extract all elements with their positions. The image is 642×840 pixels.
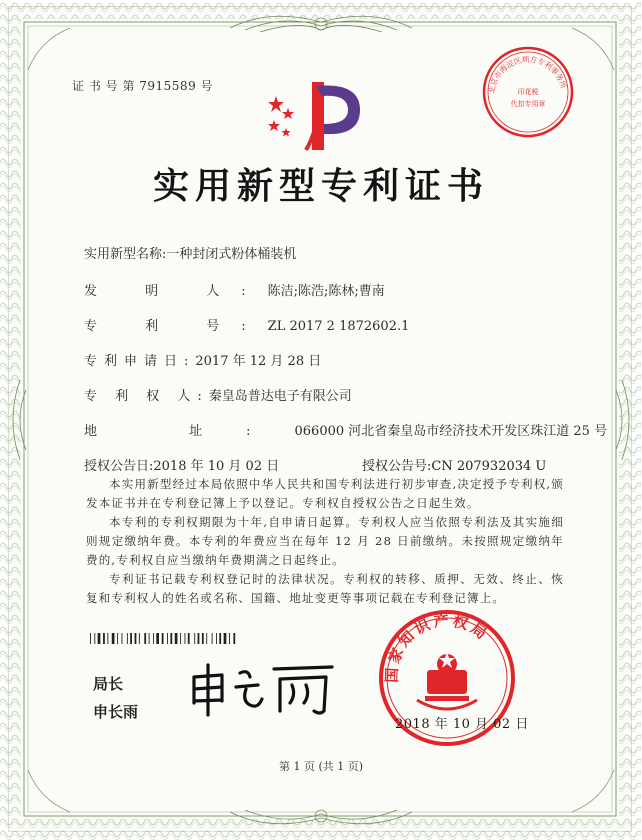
signer-title: 局长	[93, 675, 124, 693]
field-label: 实用新型名称:	[84, 247, 167, 262]
field-patent-number	[84, 315, 409, 334]
field-label: 专 利 权 人:	[84, 389, 209, 404]
field-label: 地 址:	[84, 424, 295, 439]
field-label: 专利申请日:	[84, 354, 196, 369]
field-value: 陈洁;陈浩;陈林;曹南	[267, 284, 385, 299]
body-paragraph-2: 本专利的专利权期限为十年,自申请日起算。专利权人应当依照专利法及其实施细则规定缴纳年费。本专利的年费应当在每年 12 月 28 日前缴纳。未按照规定缴纳年费的,专利权自应当缴纳年费期满之日起终止。	[86, 515, 564, 567]
field-patentee	[84, 385, 352, 404]
field-value: 066000 河北省秦皇岛市经济技术开发区珠江道 25 号	[294, 424, 608, 439]
field-label: 授权公告日:	[84, 459, 154, 474]
field-label: 授权公告号:	[362, 459, 432, 474]
seal-date: 2018 年 10 月 02 日	[395, 717, 529, 732]
stamp-arc-text: 北京市海淀区圳方专利事务所	[486, 54, 569, 95]
field-value: 一种封闭式粉体桶装机	[166, 247, 297, 262]
field-label: 发 明 人:	[84, 284, 268, 299]
svg-text:印花税: 印花税	[517, 88, 539, 96]
signer-block	[93, 670, 138, 726]
field-value: CN 207932034 U	[431, 459, 547, 474]
seal-arc-text: 国家知识产权局	[382, 611, 493, 684]
field-inventor	[84, 280, 385, 299]
field-address	[84, 420, 607, 439]
field-value: ZL 2017 2 1872602.1	[267, 319, 410, 334]
page-number: 第 1 页 (共 1 页)	[278, 760, 364, 773]
body-paragraph-3: 专利证书记载专利权登记时的法律状况。专利权的转移、质押、无效、终止、恢复和专利权人的姓名或名称、国籍、地址变更等事项记载在专利登记簿上。	[86, 572, 564, 605]
field-value: 秦皇岛普达电子有限公司	[208, 389, 352, 404]
certificate-number: 证 书 号 第 7915589 号	[72, 79, 214, 93]
field-label: 专 利 号:	[84, 319, 268, 334]
cnipa-logo	[262, 76, 372, 156]
field-utility-name	[84, 243, 296, 262]
barcode	[90, 633, 300, 644]
field-filing-date	[84, 350, 321, 369]
field-grant-number	[362, 455, 546, 474]
document-title: 实用新型专利证书	[152, 166, 489, 207]
certificate-body	[86, 475, 564, 608]
field-value: 2018 年 10 月 02 日	[153, 459, 280, 474]
field-grant-date	[84, 455, 279, 474]
signer-name: 申长雨	[93, 703, 139, 721]
agency-stamp	[480, 44, 576, 140]
field-value: 2017 年 12 月 28 日	[195, 354, 322, 369]
body-paragraph-1: 本实用新型经过本局依照中华人民共和国专利法进行初步审查,决定授予专利权,颁发本证书并在专利登记簿上予以登记。专利权自授权公告之日起生效。	[86, 477, 564, 510]
svg-text:代扣专用章: 代扣专用章	[510, 100, 546, 108]
handwritten-signature	[188, 655, 338, 717]
